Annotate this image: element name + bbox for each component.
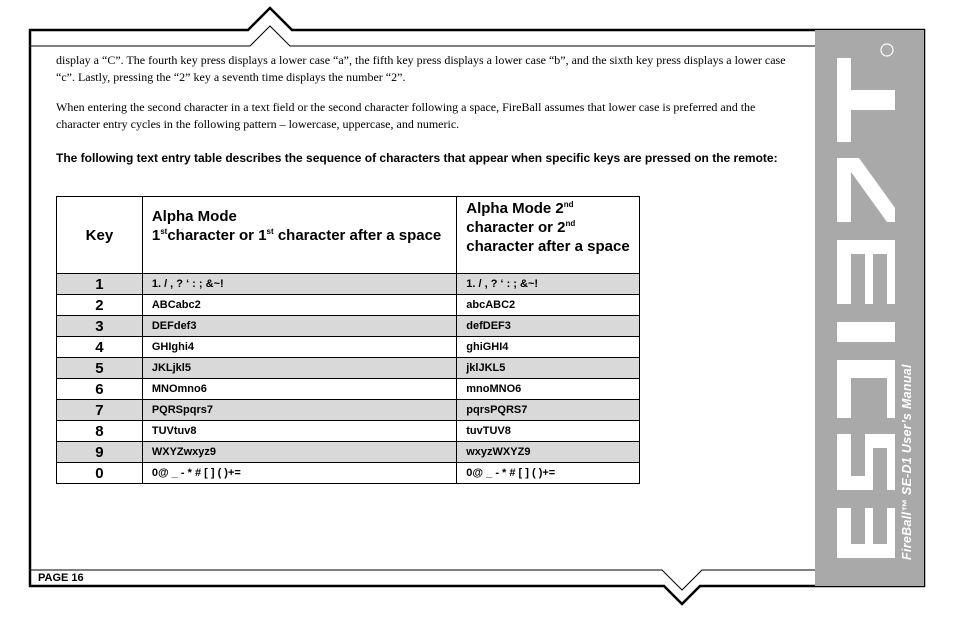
- header-alpha-mode-2: Alpha Mode 2nd character or 2nd character after a space: [457, 197, 640, 274]
- table-row: 7 PQRSpqrs7 pqrsPQRS7: [57, 400, 640, 421]
- header-alpha-mode-1: Alpha Mode 1stcharacter or 1st character after a space: [142, 197, 456, 274]
- body-paragraph: display a “C”. The fourth key press displays a lower case “a”, the fifth key press displays a lower case “b”, and the sixth key press displays a lower case “c”. Lastly, pressing the “2” key a seventh time displays the number “2”.: [56, 53, 786, 84]
- table-row: 0 0@ _ - * # [ ] ( )+= 0@ _ - * # [ ] ( )+=: [57, 463, 640, 484]
- body-paragraph: When entering the second character in a text field or the second character following a space, FireBall assumes that lower case is preferred and the character entry cycles in the following pattern – lowercase, uppercase, and numeric.: [56, 100, 756, 131]
- table-intro: The following text entry table describes the sequence of characters that appear when specific keys are pressed on the remote:: [56, 151, 778, 165]
- page-number: PAGE 16: [38, 572, 84, 584]
- text-entry-table: [56, 196, 640, 484]
- table-row: 9 WXYZwxyz9 wxyzWXYZ9: [57, 442, 640, 463]
- manual-title: FireBall™ SE-D1 User’s Manual: [900, 364, 914, 560]
- table-row: 6 MNOmno6 mnoMNO6: [57, 379, 640, 400]
- table-row: 1 1. / , ? ‘ : ; &~! 1. / , ? ‘ : ; &~!: [57, 274, 640, 295]
- table-header-row: [57, 197, 640, 274]
- table-row: 3 DEFdef3 defDEF3: [57, 316, 640, 337]
- header-key: Key: [57, 197, 143, 274]
- table-row: 5 JKLjkl5 jklJKL5: [57, 358, 640, 379]
- table-row: 8 TUVtuv8 tuvTUV8: [57, 421, 640, 442]
- page-body: [56, 52, 801, 166]
- table-row: 2 ABCabc2 abcABC2: [57, 295, 640, 316]
- table-row: 4 GHIghi4 ghiGHI4: [57, 337, 640, 358]
